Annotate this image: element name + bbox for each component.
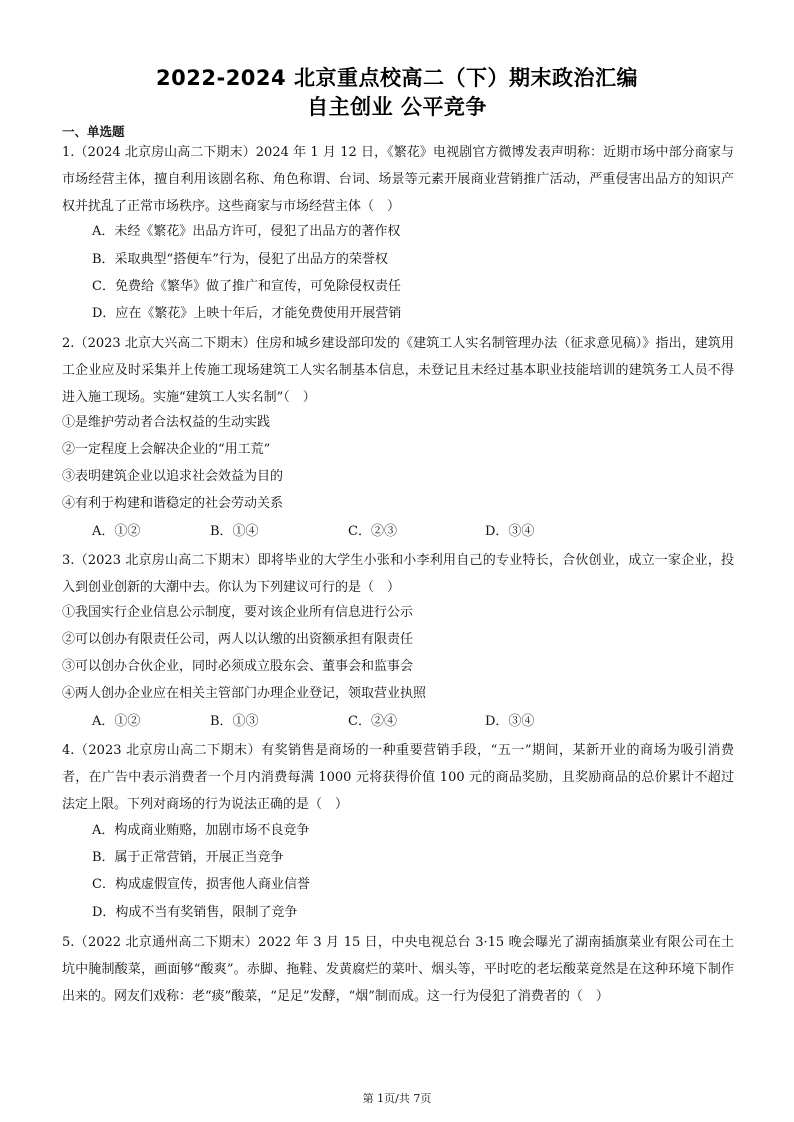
question-3-choice-d: D．③④ — [485, 714, 535, 729]
question-1-option-a: A．未经《繁花》出品方许可，侵犯了出品方的著作权 — [92, 224, 401, 239]
question-3-choice-c: C．②④ — [348, 714, 397, 729]
page-footer: 第 1页/共 7页 — [362, 1092, 432, 1105]
question-4-option-d: D．构成不当有奖销售，限制了竞争 — [92, 905, 298, 920]
question-3-statement-4: ④两人创办企业应在相关主管部门办理企业登记，领取营业执照 — [62, 686, 427, 701]
question-5-stem: 5.（2022 北京通州高二下期末）2022 年 3 月 15 日，中央电视总台 3·15 晚会曝光了湖南插旗菜业有限公司在土坑中腌制酸菜，画面够“酸爽”。赤脚、拖鞋、发黄腐烂的菜叶、烟头等，平时吃的老坛酸菜竟然是在这种环境下制作出来的。网友们戏称：老“痰”酸菜，“足足”发酵，“烟”制而成。这一行为侵犯了消费者的（ ） — [62, 935, 734, 1004]
question-4-stem: 4.（2023 北京房山高二下期末）有奖销售是商场的一种重要营销手段，“五一”期间，某新开业的商场为吸引消费者，在广告中表示消费者一个月内消费每满 1000 元将获得价值 100 元的商品奖励，且奖励商品的总价累计不超过法定上限。下列对商场的行为说法正确的是（ ） — [62, 743, 734, 812]
question-3-statement-2: ②可以创办有限责任公司，两人以认缴的出资额承担有限责任 — [62, 632, 414, 647]
document-subtitle: 自主创业 公平竞争 — [307, 95, 487, 119]
question-2-statement-1: ①是维护劳动者合法权益的生动实践 — [62, 415, 271, 430]
question-2-choice-d: D．③④ — [485, 524, 535, 539]
question-3-choice-a: A．①② — [92, 714, 141, 729]
section-heading: 一、单选题 — [62, 124, 125, 139]
question-4-option-a: A．构成商业贿赂，加剧市场不良竞争 — [92, 823, 310, 838]
question-2-choice-b: B．①④ — [210, 524, 259, 539]
question-3-statement-3: ③可以创办合伙企业，同时必须成立股东会、董事会和监事会 — [62, 659, 414, 674]
document-title: 2022-2024 北京重点校高二（下）期末政治汇编 — [156, 66, 638, 90]
question-3-stem: 3.（2023 北京房山高二下期末）即将毕业的大学生小张和小李利用自己的专业特长，合伙创业，成立一家企业，投入到创业创新的大潮中去。你认为下列建议可行的是（ ） — [62, 553, 734, 595]
question-2-statement-2: ②一定程度上会解决企业的“用工荒” — [62, 442, 271, 457]
question-4-option-c: C．构成虚假宣传，损害他人商业信誉 — [92, 877, 310, 892]
question-2-stem: 2.（2023 北京大兴高二下期末）住房和城乡建设部印发的《建筑工人实名制管理办法（征求意见稿）》指出，建筑用工企业应及时采集并上传施工现场建筑工人实名制基本信息，未登记且未经过基本职业技能培训的建筑务工人员不得进入施工现场。实施“建筑工人实名制”（ ） — [62, 336, 734, 405]
question-2-choice-a: A．①② — [92, 524, 141, 539]
question-4-option-b: B．属于正常营销，开展正当竞争 — [92, 850, 284, 865]
question-3-statement-1: ①我国实行企业信息公示制度，要对该企业所有信息进行公示 — [62, 605, 414, 620]
question-1-option-d: D．应在《繁花》上映十年后，才能免费使用开展营销 — [92, 306, 402, 321]
question-1-option-c: C．免费给《繁华》做了推广和宣传，可免除侵权责任 — [92, 279, 401, 294]
question-3-choice-b: B．①③ — [210, 714, 259, 729]
question-1-stem: 1.（2024 北京房山高二下期末）2024 年 1 月 12 日，《繁花》电视剧官方微博发表声明称：近期市场中部分商家与市场经营主体，擅自利用该剧名称、角色称谓、台词、场景等元素开展商业营销推广活动，严重侵害出品方的知识产权并扰乱了正常市场秩序。这些商家与市场经营主体（ ） — [62, 145, 734, 214]
question-1-option-b: B．采取典型“搭便车”行为，侵犯了出品方的荣誉权 — [92, 252, 388, 267]
question-2-choice-c: C．②③ — [348, 524, 397, 539]
question-2-statement-4: ④有利于构建和谐稳定的社会劳动关系 — [62, 496, 284, 511]
question-2-statement-3: ③表明建筑企业以追求社会效益为目的 — [62, 469, 284, 484]
